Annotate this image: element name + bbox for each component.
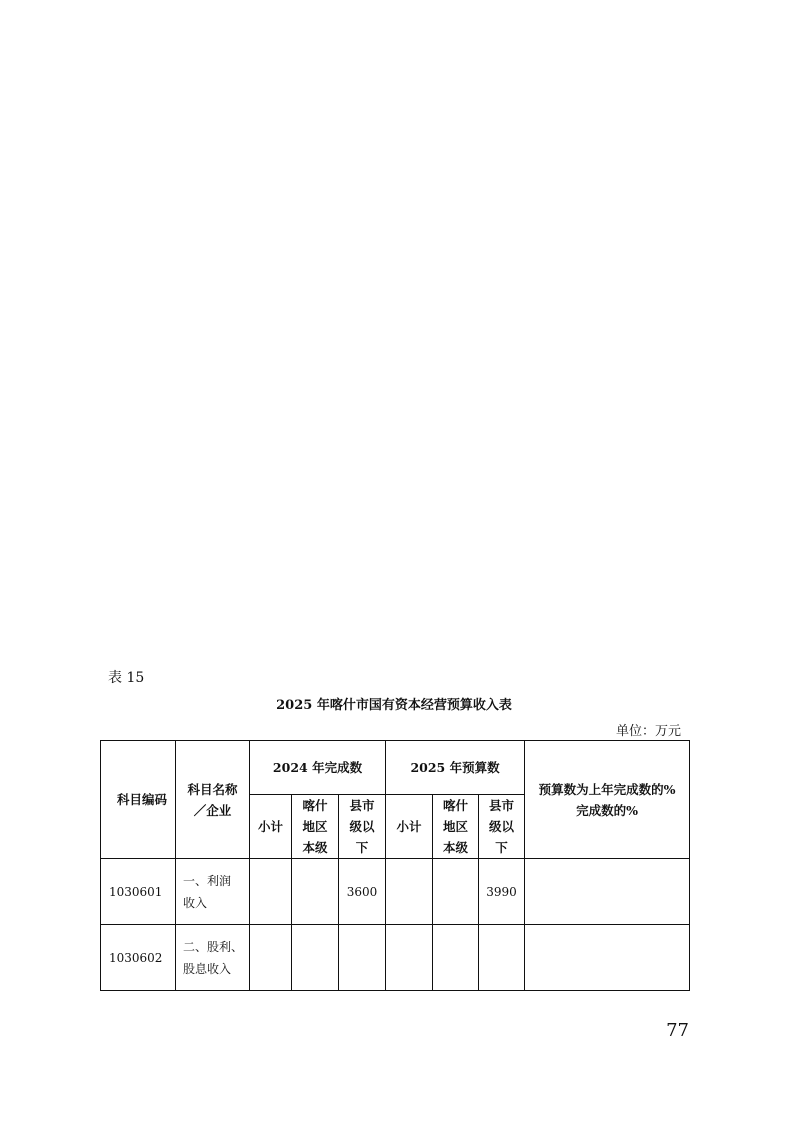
header-2025-county-line1: 县市 (489, 798, 515, 813)
header-2024-county-line3: 下 (355, 840, 369, 855)
header-2024-county-line2: 级以 (349, 819, 375, 834)
table-row (101, 859, 690, 925)
header-2025-county (479, 795, 525, 859)
row-code: 1030601 (101, 859, 176, 925)
row-name (176, 925, 250, 991)
page-number: 77 (666, 1020, 689, 1041)
header-2025-county-line2: 级以 (489, 819, 515, 834)
cell-2025-county: 3990 (479, 859, 525, 925)
cell-ratio (525, 859, 690, 925)
header-group-2025: 2025 年预算数 (386, 741, 525, 795)
header-code: 科目编码 (101, 741, 176, 859)
cell-2024-kashi (292, 925, 339, 991)
header-2025-kashi (433, 795, 479, 859)
header-2025-county-line3: 下 (495, 840, 508, 855)
cell-2025-kashi (433, 925, 479, 991)
table-row (101, 925, 690, 991)
cell-2025-subtotal (386, 925, 433, 991)
header-2025-kashi-line1: 喀什 (443, 798, 469, 813)
header-2024-county-line1: 县市 (349, 798, 375, 813)
row-name-line1: 一、利润 (183, 873, 232, 888)
header-ratio-line2: 完成数的% (576, 802, 638, 818)
header-group-2024: 2024 年完成数 (250, 741, 386, 795)
cell-ratio (525, 925, 690, 991)
row-name (176, 859, 250, 925)
row-name-line2: 收入 (183, 895, 208, 910)
header-2024-kashi-line1: 喀什 (302, 798, 328, 813)
unit-label: 单位：万元 (615, 724, 681, 739)
document-title: 2025 年喀什市国有资本经营预算收入表 (276, 698, 512, 713)
header-2024-subtotal: 小计 (250, 795, 292, 859)
header-name-line1: 科目名称 (187, 781, 238, 797)
table-label: 表 15 (108, 670, 145, 686)
header-2025-kashi-line3: 本级 (443, 840, 469, 855)
cell-2025-subtotal (386, 859, 433, 925)
row-name-line2: 股息收入 (183, 961, 232, 976)
header-2024-kashi-line2: 地区 (302, 819, 328, 834)
cell-2024-subtotal (250, 859, 292, 925)
header-2025-kashi-line2: 地区 (443, 819, 469, 834)
header-2024-county (339, 795, 386, 859)
row-name-line1: 二、股利、 (183, 939, 244, 954)
cell-2025-kashi (433, 859, 479, 925)
cell-2024-subtotal (250, 925, 292, 991)
budget-table (100, 740, 690, 991)
cell-2025-county (479, 925, 525, 991)
header-ratio (525, 741, 690, 859)
header-2024-kashi (292, 795, 339, 859)
header-ratio-line1: 预算数为上年完成数的% (538, 781, 676, 797)
cell-2024-county (339, 925, 386, 991)
cell-2024-kashi (292, 859, 339, 925)
cell-2024-county: 3600 (339, 859, 386, 925)
header-name-line2: ／企业 (193, 802, 232, 818)
header-2024-kashi-line3: 本级 (302, 840, 328, 855)
row-code: 1030602 (101, 925, 176, 991)
header-2025-subtotal: 小计 (386, 795, 433, 859)
header-name (176, 741, 250, 859)
